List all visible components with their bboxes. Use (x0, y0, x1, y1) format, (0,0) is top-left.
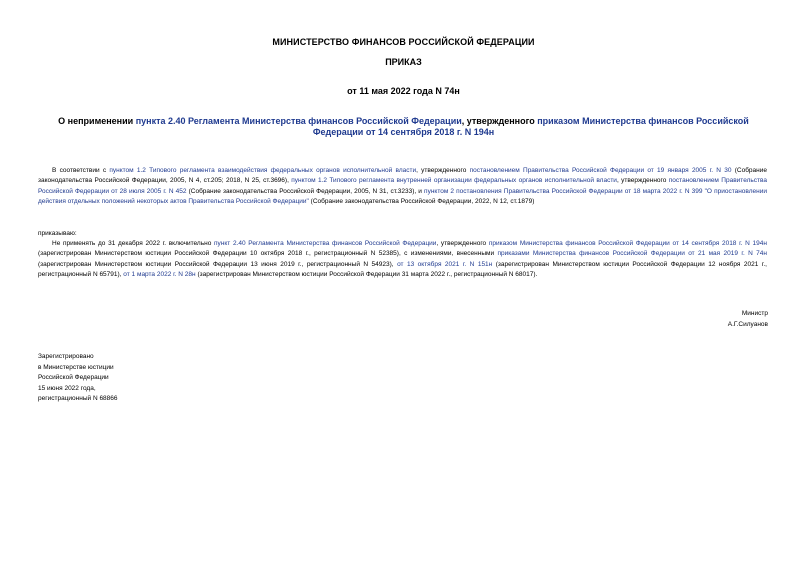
paragraph-text: , утвержденного (416, 167, 470, 174)
link-typical-internal-regulation[interactable]: пунктом 1.2 Типового регламента внутренней организации федеральных органов исполнительной власти (291, 177, 617, 185)
registration-number: регистрационный N 68866 (38, 395, 118, 402)
title-link-order-194n[interactable]: приказом Министерства финансов Российской Федерации от 14 сентября 2018 г. N 194н (312, 116, 749, 137)
document-date: от 11 мая 2022 года N 74н (347, 86, 460, 96)
link-order-74n[interactable]: приказами Министерства финансов Российской Федерации от 21 мая 2019 г. N 74н (497, 250, 767, 258)
document-title (56, 116, 751, 138)
link-resolution-30[interactable]: постановлением Правительства Российской Федерации от 19 января 2005 г. N 30 (469, 167, 732, 174)
link-order-151n[interactable]: от 13 октября 2021 г. N 151н (397, 260, 493, 268)
paragraph-text: (зарегистрирован Министерством юстиции Российской Федерации 12 ноября 2021 г., регистрационный N 65791), (38, 260, 767, 278)
ministry-heading: МИНИСТЕРСТВО ФИНАНСОВ РОССИЙСКОЙ ФЕДЕРАЦИИ (272, 37, 535, 47)
registration-date: 15 июня 2022 года, (38, 384, 96, 392)
paragraph-text: (зарегистрирован Министерством юстиции Российской Федерации 31 марта 2022 г., регистрационный N 68017). (195, 270, 538, 278)
title-link-regulation-item[interactable]: пункта 2.40 Регламента Министерства финансов Российской Федерации (135, 116, 462, 126)
paragraph-text: В соответствии с (52, 167, 110, 174)
registration-line: Зарегистрировано (38, 353, 94, 360)
signer-name: А.Г.Силуанов (727, 320, 768, 328)
paragraph-text: (зарегистрирован Министерством юстиции Российской Федерации 10 октября 2018 г., регистрационный N 52385), с изменениями, внесенными (38, 250, 498, 258)
paragraph-text: (Собрание законодательства Российской Федерации, 2005, N 4, ст.205; 2018, N 25, ст.3696), (38, 167, 767, 185)
paragraph-order-word: приказываю: (38, 230, 77, 237)
link-resolution-399[interactable]: пунктом 2 постановления Правительства Российской Федерации от 18 марта 2022 г. N 399 "О приостановлении действия отдельных положений некоторых актов Правительства Российской Федерации" (38, 187, 767, 205)
registration-line: в Министерстве юстиции (38, 363, 114, 371)
paragraph-text: (зарегистрирован Министерством юстиции Российской Федерации 13 июня 2019 г., регистрационный N 54923), (38, 260, 398, 268)
link-order-194n[interactable]: приказом Министерства финансов Российской Федерации от 14 сентября 2018 г. N 194н (488, 240, 767, 247)
link-resolution-452[interactable]: постановлением Правительства Российской Федерации от 28 июля 2005 г. N 452 (38, 177, 767, 195)
paragraph-text: , утвержденного (436, 240, 489, 247)
paragraph-basis (38, 166, 767, 207)
document-type: ПРИКАЗ (385, 57, 422, 67)
paragraph-text: (Собрание законодательства Российской Федерации, 2022, N 12, ст.1879) (308, 197, 535, 205)
registration-block (38, 352, 238, 405)
registration-line: Российской Федерации (38, 374, 109, 381)
title-text: О неприменении (58, 116, 136, 126)
paragraph-order-content (38, 239, 767, 280)
link-regulation-item-2-40[interactable]: пункт 2.40 Регламента Министерства финансов Российской Федерации (214, 240, 437, 247)
paragraph-text: , утвержденного (616, 177, 669, 185)
paragraph-text: Не применять до 31 декабря 2022 г. включительно (52, 240, 214, 247)
paragraph-text: (Собрание законодательства Российской Федерации, 2005, N 31, ст.3233), и (186, 187, 425, 195)
signer-position: Министр (741, 310, 768, 317)
link-order-28n[interactable]: от 1 марта 2022 г. N 28н (123, 270, 196, 278)
link-typical-interaction-regulation[interactable]: пунктом 1.2 Типового регламента взаимодействия федеральных органов исполнительной власти (109, 167, 417, 174)
signature-block (640, 309, 768, 330)
title-text: , утвержденного (461, 116, 538, 126)
